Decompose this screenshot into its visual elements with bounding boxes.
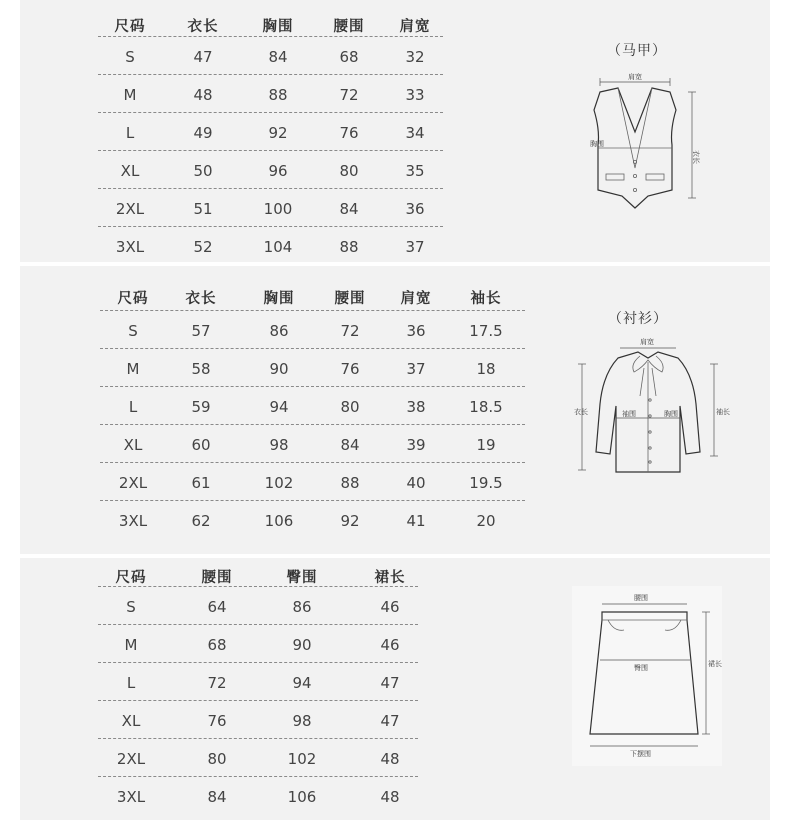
- shirt-cell: 58: [191, 360, 211, 378]
- vest-cell: 32: [405, 48, 425, 66]
- vest-cell: 51: [193, 200, 213, 218]
- vest-cell: S: [125, 48, 135, 66]
- skirt-cell: M: [124, 636, 138, 654]
- shirt-cell: 59: [191, 398, 211, 416]
- shirt-cell: 41: [406, 512, 426, 530]
- shirt-cell: 61: [191, 474, 211, 492]
- skirt-cell: S: [126, 598, 136, 616]
- skirt-cell: 72: [207, 674, 227, 692]
- shirt-cell: 37: [406, 360, 426, 378]
- skirt-waist-label: 腰围: [634, 594, 648, 602]
- shirt-cuff-label: 袖围: [622, 410, 636, 418]
- shirt-header-1: 衣长: [185, 291, 217, 307]
- vest-cell: M: [123, 86, 137, 104]
- skirt-cell: 106: [287, 788, 317, 806]
- vest-cell: 34: [405, 124, 425, 142]
- vest-cell: 50: [193, 162, 213, 180]
- skirt-row-divider: [98, 662, 418, 663]
- vest-cell: 48: [193, 86, 213, 104]
- shirt-caption: （衬衫）: [608, 311, 668, 327]
- vest-cell: L: [125, 124, 135, 142]
- skirt-header-2: 臀围: [286, 570, 318, 586]
- skirt-header-3: 裙长: [374, 570, 406, 586]
- shirt-cell: 72: [340, 322, 360, 340]
- vest-cell: 33: [405, 86, 425, 104]
- shirt-row-divider: [100, 424, 525, 425]
- vest-cell: 100: [263, 200, 293, 218]
- shirt-cell: L: [128, 398, 138, 416]
- skirt-cell: 48: [380, 750, 400, 768]
- skirt-cell: 90: [292, 636, 312, 654]
- vest-cell: 84: [268, 48, 288, 66]
- shirt-cell: 62: [191, 512, 211, 530]
- vest-row-divider: [98, 74, 443, 75]
- shirt-cell: 18.5: [469, 398, 503, 416]
- shirt-cell: 60: [191, 436, 211, 454]
- shirt-cell: 40: [406, 474, 426, 492]
- skirt-cell: 64: [207, 598, 227, 616]
- skirt-cell: 46: [380, 598, 400, 616]
- vest-cell: 88: [268, 86, 288, 104]
- shirt-cell: 2XL: [118, 474, 148, 492]
- shirt-cell: XL: [123, 436, 143, 454]
- shirt-row-divider: [100, 348, 525, 349]
- shirt-shoulder-label: 肩宽: [640, 338, 654, 346]
- skirt-cell: 2XL: [116, 750, 146, 768]
- vest-header-4: 肩宽: [399, 19, 431, 35]
- skirt-cell: 47: [380, 674, 400, 692]
- skirt-hem-label: 下摆围: [630, 750, 651, 758]
- skirt-row-divider: [98, 586, 418, 587]
- skirt-length-label: 裙长: [708, 660, 722, 668]
- shirt-header-3: 腰围: [334, 291, 366, 307]
- skirt-cell: 47: [380, 712, 400, 730]
- vest-caption: （马甲）: [607, 43, 667, 59]
- skirt-cell: 3XL: [116, 788, 146, 806]
- vest-cell: 72: [339, 86, 359, 104]
- skirt-row-divider: [98, 700, 418, 701]
- vest-header-2: 胸围: [262, 19, 294, 35]
- skirt-diagram: [572, 586, 722, 766]
- skirt-cell: 80: [207, 750, 227, 768]
- shirt-row-divider: [100, 500, 525, 501]
- vest-cell: 47: [193, 48, 213, 66]
- skirt-header-0: 尺码: [115, 570, 147, 586]
- skirt-row-divider: [98, 738, 418, 739]
- vest-diagram: [580, 70, 710, 220]
- shirt-row-divider: [100, 462, 525, 463]
- shirt-cell: 102: [264, 474, 294, 492]
- vest-cell: 36: [405, 200, 425, 218]
- skirt-cell: L: [126, 674, 136, 692]
- skirt-cell: 68: [207, 636, 227, 654]
- shirt-cell: 86: [269, 322, 289, 340]
- shirt-sleeve-label: 袖长: [716, 408, 730, 416]
- shirt-cell: S: [128, 322, 138, 340]
- skirt-cell: 76: [207, 712, 227, 730]
- shirt-header-0: 尺码: [117, 291, 149, 307]
- shirt-cell: 106: [264, 512, 294, 530]
- vest-header-0: 尺码: [114, 19, 146, 35]
- vest-length-label: 衣长: [692, 150, 700, 164]
- shirt-size-panel: [20, 266, 770, 554]
- shirt-row-divider: [100, 386, 525, 387]
- shirt-row-divider: [100, 310, 525, 311]
- vest-chest-label: 胸围: [590, 140, 604, 148]
- vest-cell: 92: [268, 124, 288, 142]
- vest-size-panel: [20, 0, 770, 262]
- vest-header-1: 衣长: [187, 19, 219, 35]
- shirt-cell: 92: [340, 512, 360, 530]
- skirt-cell: XL: [121, 712, 141, 730]
- vest-cell: 37: [405, 238, 425, 256]
- skirt-cell: 48: [380, 788, 400, 806]
- shirt-cell: 94: [269, 398, 289, 416]
- vest-row-divider: [98, 226, 443, 227]
- shirt-cell: 39: [406, 436, 426, 454]
- skirt-hip-label: 臀围: [634, 664, 648, 672]
- shirt-cell: 19.5: [469, 474, 503, 492]
- skirt-header-1: 腰围: [201, 570, 233, 586]
- shirt-cell: M: [126, 360, 140, 378]
- vest-cell: 104: [263, 238, 293, 256]
- shirt-length-label: 衣长: [574, 408, 588, 416]
- shirt-chest-label: 胸围: [664, 410, 678, 418]
- shirt-header-5: 袖长: [470, 291, 502, 307]
- skirt-cell: 102: [287, 750, 317, 768]
- vest-row-divider: [98, 188, 443, 189]
- vest-shoulder-label: 肩宽: [628, 73, 642, 81]
- skirt-cell: 94: [292, 674, 312, 692]
- vest-cell: 76: [339, 124, 359, 142]
- shirt-cell: 88: [340, 474, 360, 492]
- vest-cell: 52: [193, 238, 213, 256]
- vest-cell: 84: [339, 200, 359, 218]
- shirt-cell: 57: [191, 322, 211, 340]
- vest-cell: 49: [193, 124, 213, 142]
- skirt-cell: 86: [292, 598, 312, 616]
- shirt-cell: 20: [476, 512, 496, 530]
- vest-row-divider: [98, 112, 443, 113]
- vest-cell: 88: [339, 238, 359, 256]
- shirt-cell: 84: [340, 436, 360, 454]
- vest-cell: 68: [339, 48, 359, 66]
- shirt-cell: 80: [340, 398, 360, 416]
- vest-cell: 35: [405, 162, 425, 180]
- shirt-cell: 3XL: [118, 512, 148, 530]
- shirt-cell: 98: [269, 436, 289, 454]
- vest-row-divider: [98, 36, 443, 37]
- shirt-cell: 19: [476, 436, 496, 454]
- shirt-cell: 76: [340, 360, 360, 378]
- vest-cell: XL: [120, 162, 140, 180]
- vest-row-divider: [98, 150, 443, 151]
- shirt-cell: 18: [476, 360, 496, 378]
- skirt-cell: 98: [292, 712, 312, 730]
- vest-cell: 2XL: [115, 200, 145, 218]
- vest-cell: 80: [339, 162, 359, 180]
- skirt-size-panel: [20, 558, 770, 820]
- shirt-header-2: 胸围: [263, 291, 295, 307]
- skirt-row-divider: [98, 776, 418, 777]
- shirt-cell: 17.5: [469, 322, 503, 340]
- shirt-cell: 38: [406, 398, 426, 416]
- shirt-diagram: [568, 334, 728, 484]
- skirt-cell: 84: [207, 788, 227, 806]
- shirt-cell: 36: [406, 322, 426, 340]
- shirt-cell: 90: [269, 360, 289, 378]
- skirt-row-divider: [98, 624, 418, 625]
- shirt-header-4: 肩宽: [400, 291, 432, 307]
- skirt-cell: 46: [380, 636, 400, 654]
- vest-cell: 3XL: [115, 238, 145, 256]
- vest-cell: 96: [268, 162, 288, 180]
- vest-header-3: 腰围: [333, 19, 365, 35]
